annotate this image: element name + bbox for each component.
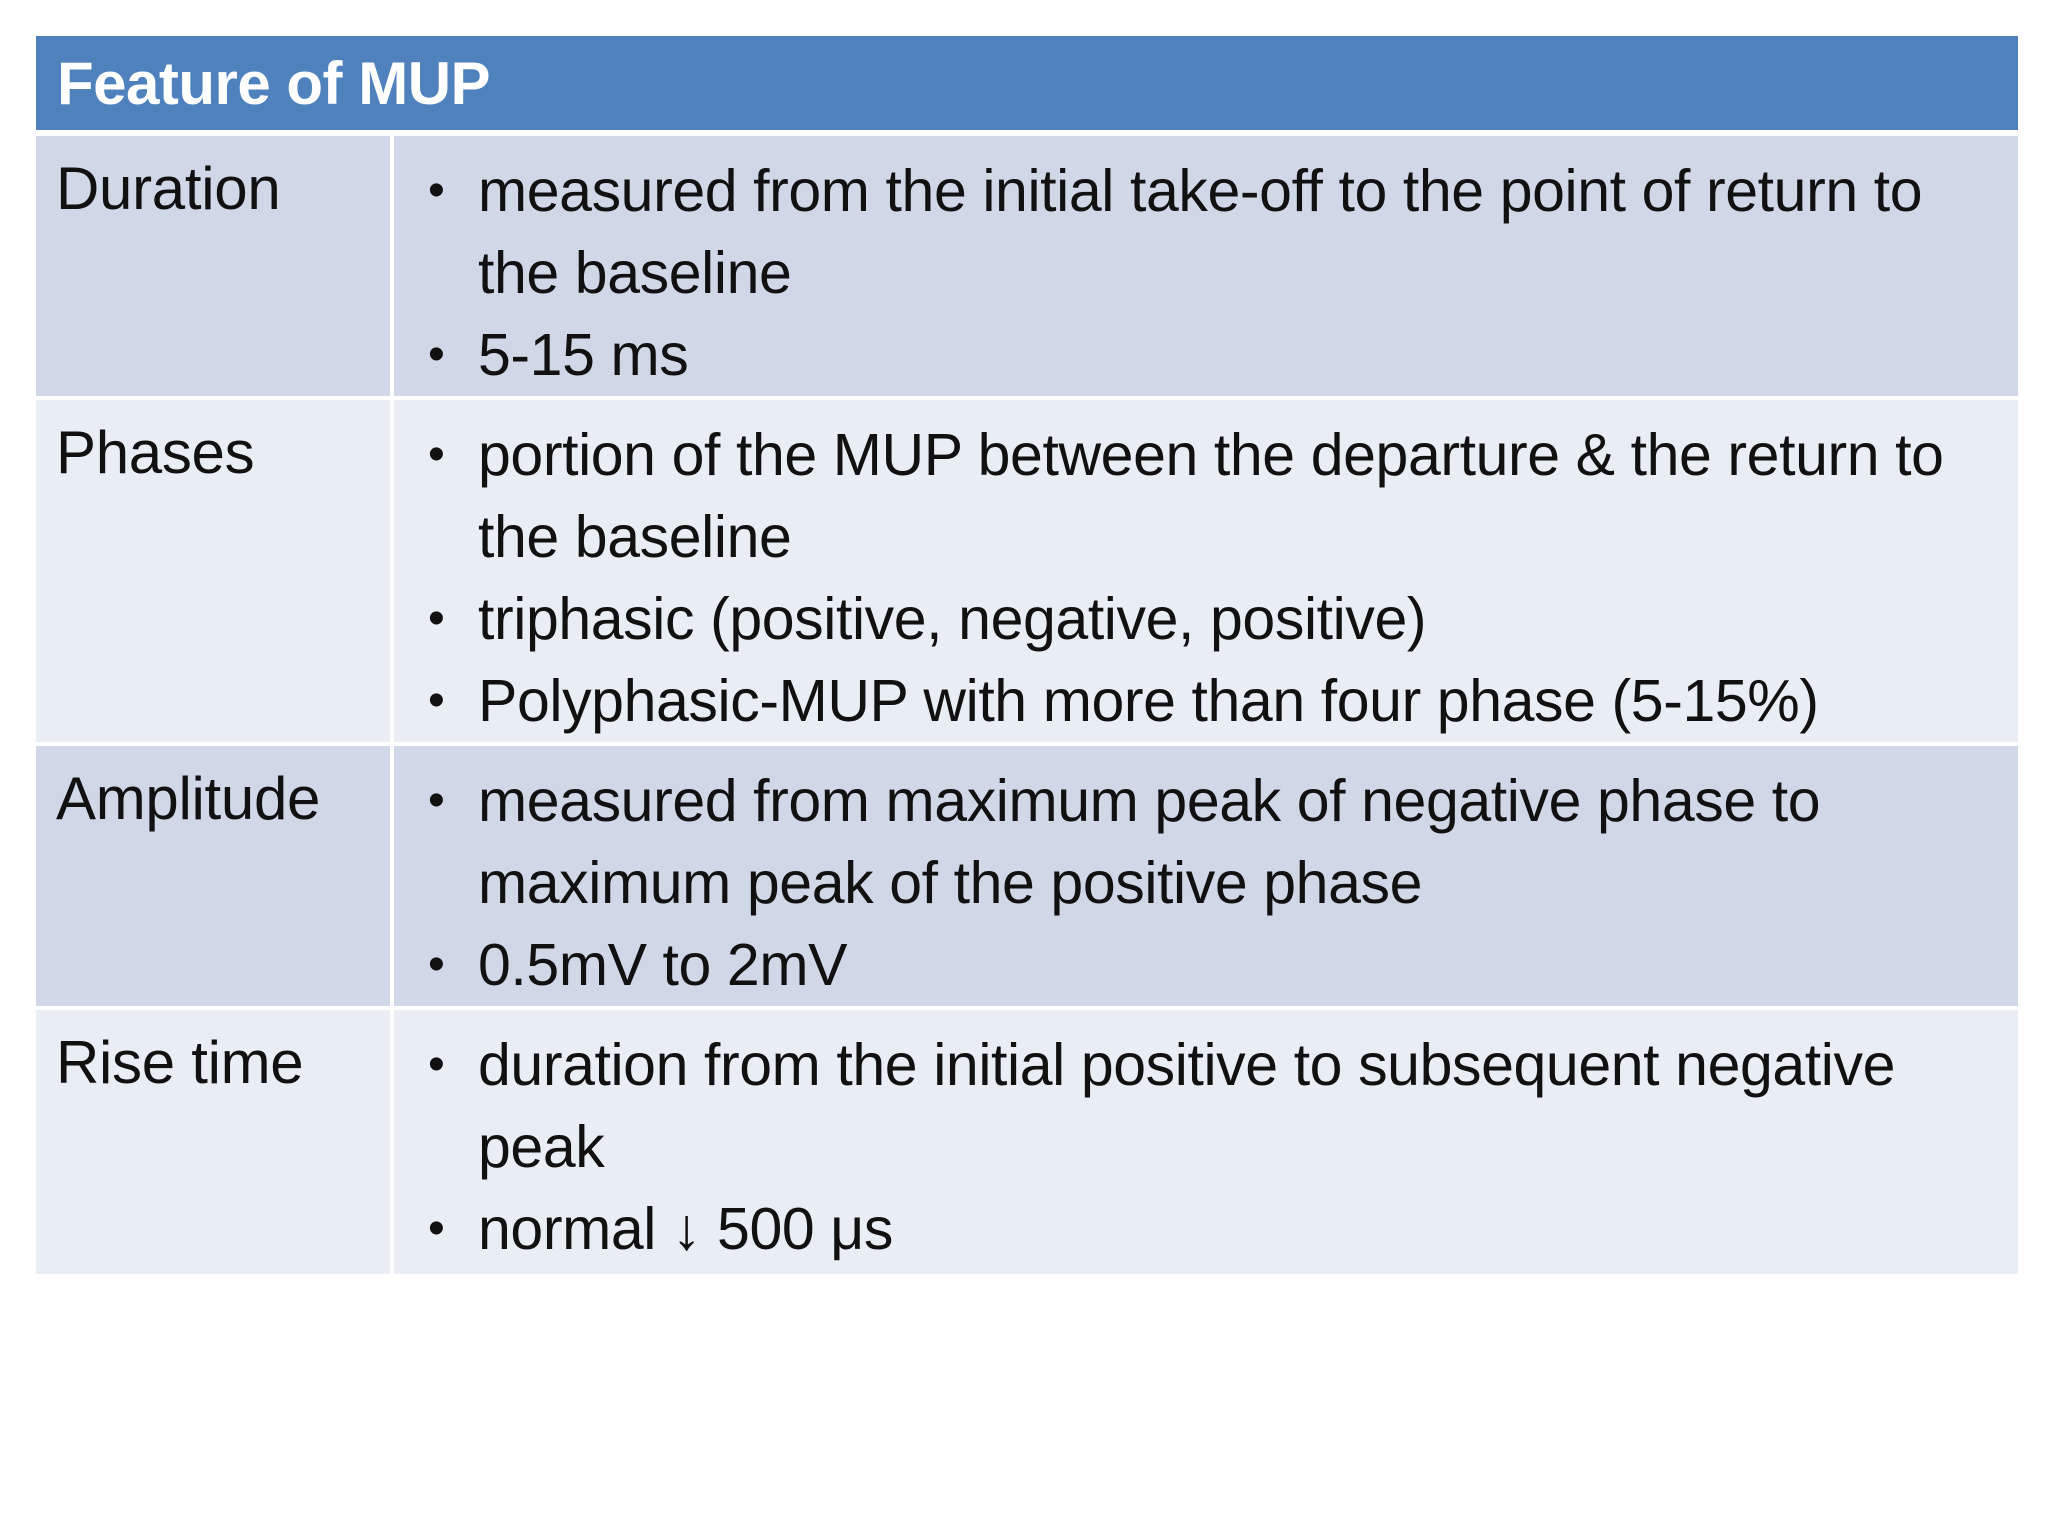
bullet-icon: • xyxy=(428,328,445,381)
bullet-text: measured from maximum peak of negative phase to maximum peak of the positive phase xyxy=(478,768,1821,916)
bullet-text: triphasic (positive, negative, positive) xyxy=(478,586,1427,652)
bullet-list xyxy=(410,150,1978,396)
bullet-item xyxy=(410,150,1978,314)
bullet-icon: • xyxy=(428,774,445,827)
bullet-list xyxy=(410,414,1978,742)
bullet-icon: • xyxy=(428,592,445,645)
row-description-rise-time xyxy=(394,1010,2018,1274)
bullet-item xyxy=(410,314,1978,396)
bullet-icon: • xyxy=(428,674,445,727)
table-row-rise-time xyxy=(36,1010,2018,1274)
bullet-item xyxy=(410,1188,1978,1270)
bullet-text: 0.5mV to 2mV xyxy=(478,932,848,998)
bullet-list xyxy=(410,760,1978,1006)
bullet-item xyxy=(410,1024,1978,1188)
row-label-rise-time: Rise time xyxy=(36,1010,394,1274)
mup-features-table xyxy=(36,36,2018,1274)
bullet-item xyxy=(410,760,1978,924)
row-label-amplitude: Amplitude xyxy=(36,746,394,1010)
bullet-item xyxy=(410,414,1978,578)
bullet-text: 5-15 ms xyxy=(478,322,689,388)
table-row-phases xyxy=(36,400,2018,746)
bullet-item xyxy=(410,924,1978,1006)
row-label-duration: Duration xyxy=(36,136,394,400)
bullet-icon: • xyxy=(428,428,445,481)
bullet-icon: • xyxy=(428,1202,445,1255)
bullet-text: Polyphasic-MUP with more than four phase (5-15%) xyxy=(478,668,1819,734)
table-header-row xyxy=(36,36,2018,136)
row-description-amplitude xyxy=(394,746,2018,1010)
bullet-icon: • xyxy=(428,164,445,217)
bullet-icon: • xyxy=(428,1038,445,1091)
bullet-text: portion of the MUP between the departure & the return to the baseline xyxy=(478,422,1944,570)
table-row-duration xyxy=(36,136,2018,400)
bullet-text: normal ↓ 500 μs xyxy=(478,1196,893,1262)
row-label-phases: Phases xyxy=(36,400,394,746)
table-row-amplitude xyxy=(36,746,2018,1010)
row-description-phases xyxy=(394,400,2018,746)
row-description-duration xyxy=(394,136,2018,400)
bullet-icon: • xyxy=(428,938,445,991)
bullet-item xyxy=(410,660,1978,742)
bullet-text: measured from the initial take-off to the point of return to the baseline xyxy=(478,158,1923,306)
bullet-list xyxy=(410,1024,1978,1270)
bullet-item xyxy=(410,578,1978,660)
table-header: Feature of MUP xyxy=(36,36,2018,136)
bullet-text: duration from the initial positive to subsequent negative peak xyxy=(478,1032,1896,1180)
